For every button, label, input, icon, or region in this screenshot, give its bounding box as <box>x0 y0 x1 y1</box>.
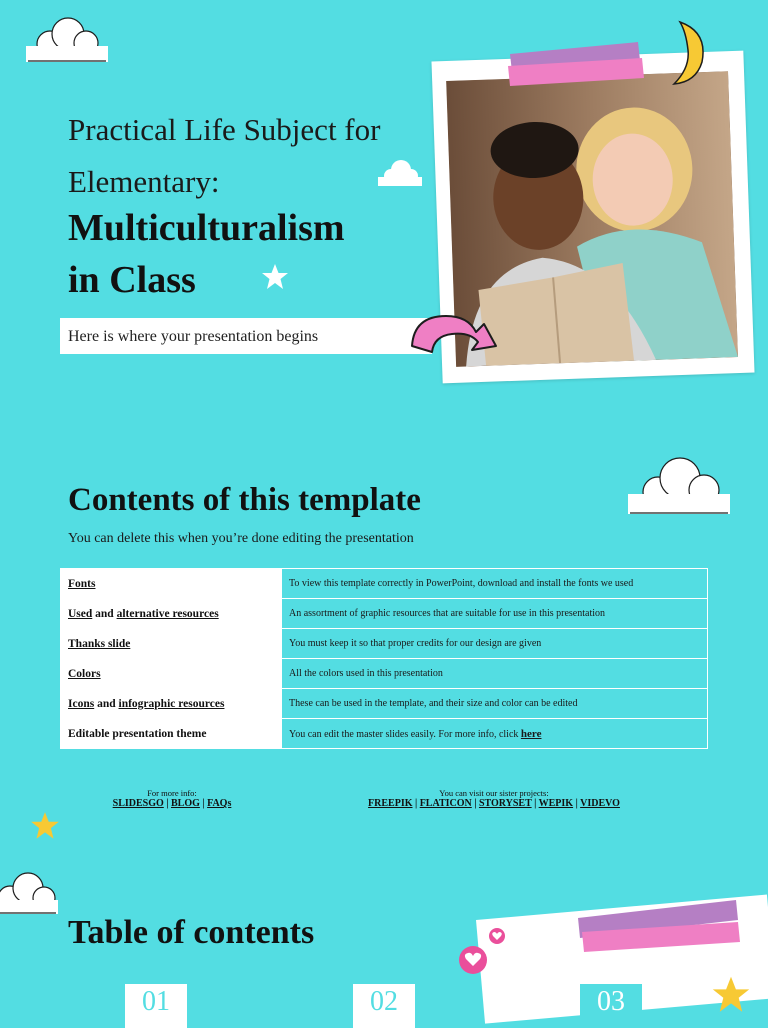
resource-link[interactable]: Icons <box>68 697 95 710</box>
resource-link[interactable]: Fonts <box>68 577 96 590</box>
resource-label-cell <box>61 719 282 749</box>
table-row <box>61 599 708 629</box>
resource-label-cell <box>61 599 282 629</box>
resource-description: An assortment of graphic resources that are suitable for use in this presentation <box>289 608 606 619</box>
resource-description-cell <box>282 599 708 629</box>
table-row <box>61 629 708 659</box>
arrow-icon <box>404 306 504 364</box>
sister-projects-block <box>334 788 654 809</box>
resource-description-cell <box>282 629 708 659</box>
resource-description: All the colors used in this presentation <box>289 668 443 679</box>
title-light <box>68 104 438 208</box>
contents-subtitle: You can delete this when you’re done editing the presentation <box>68 531 414 546</box>
here-link[interactable]: here <box>520 727 542 740</box>
table-row <box>61 659 708 689</box>
tape-decoration <box>506 38 646 88</box>
resources-table <box>60 568 708 749</box>
more-info-links: SLIDESGO | BLOG | FAQs <box>112 798 232 809</box>
title-bold-line-2: in Class <box>68 259 196 301</box>
title-bold <box>68 202 428 306</box>
cloud-icon <box>26 16 108 62</box>
heart-icon <box>456 926 512 976</box>
resource-link[interactable]: infographic resources <box>118 697 225 710</box>
link-wepik[interactable]: WEPIK <box>538 798 574 809</box>
resource-label-text: and <box>94 697 119 710</box>
resource-label-cell <box>61 689 282 719</box>
sister-links: FREEPIK | FLATICON | STORYSET | WEPIK | VIDEVO <box>368 798 620 809</box>
link-slidesgo[interactable]: SLIDESGO <box>112 798 164 809</box>
toc-number-01: 01 <box>125 984 187 1028</box>
resource-label-cell <box>61 569 282 599</box>
resource-description: You must keep it so that proper credits for our design are given <box>289 638 542 649</box>
moon-icon <box>668 18 708 88</box>
resource-description-cell <box>282 569 708 599</box>
resource-description-cell <box>282 659 708 689</box>
resource-link[interactable]: Thanks slide <box>68 637 131 650</box>
resource-link[interactable]: Colors <box>68 667 101 680</box>
more-info-block <box>92 788 252 809</box>
toc-number-03: 03 <box>580 984 642 1028</box>
resource-link[interactable]: Used <box>68 607 93 620</box>
table-row <box>61 689 708 719</box>
tape-decoration <box>576 898 742 954</box>
resource-link[interactable]: alternative resources <box>116 607 219 620</box>
title-line-2: Elementary: <box>68 164 220 199</box>
more-info-label: For more info: <box>147 788 197 798</box>
cloud-icon <box>378 158 422 186</box>
resource-label-text: and <box>92 607 117 620</box>
resource-description: These can be used in the template, and their size and color can be edited <box>289 698 578 709</box>
resource-label-cell <box>61 629 282 659</box>
resource-description: You can edit the master slides easily. For more info, click <box>289 728 521 740</box>
cloud-icon <box>628 456 730 514</box>
title-line-1: Practical Life Subject for <box>68 112 381 147</box>
table-row <box>61 719 708 749</box>
resource-description-cell <box>282 689 708 719</box>
resource-description: To view this template correctly in PowerPoint, download and install the fonts we used <box>289 578 634 589</box>
cloud-icon <box>0 872 58 914</box>
toc-number-02: 02 <box>353 984 415 1028</box>
link-faqs[interactable]: FAQs <box>207 798 232 809</box>
link-freepik[interactable]: FREEPIK <box>368 798 413 809</box>
subtitle: Here is where your presentation begins <box>68 328 319 345</box>
resource-label-cell <box>61 659 282 689</box>
link-storyset[interactable]: STORYSET <box>478 798 532 809</box>
contents-title: Contents of this template <box>68 482 421 518</box>
star-icon <box>29 810 61 842</box>
link-videvo[interactable]: VIDEVO <box>580 798 620 809</box>
link-blog[interactable]: BLOG <box>170 798 200 809</box>
link-flaticon[interactable]: FLATICON <box>419 798 472 809</box>
subtitle-box <box>60 318 432 354</box>
resource-description-cell <box>282 719 708 749</box>
star-icon <box>260 262 290 292</box>
toc-title: Table of contents <box>68 914 315 951</box>
sister-label: You can visit our sister projects: <box>439 788 549 798</box>
star-icon <box>710 974 752 1016</box>
title-bold-line-1: Multiculturalism <box>68 207 345 249</box>
table-row <box>61 569 708 599</box>
resource-label-text: Editable presentation theme <box>68 727 207 740</box>
